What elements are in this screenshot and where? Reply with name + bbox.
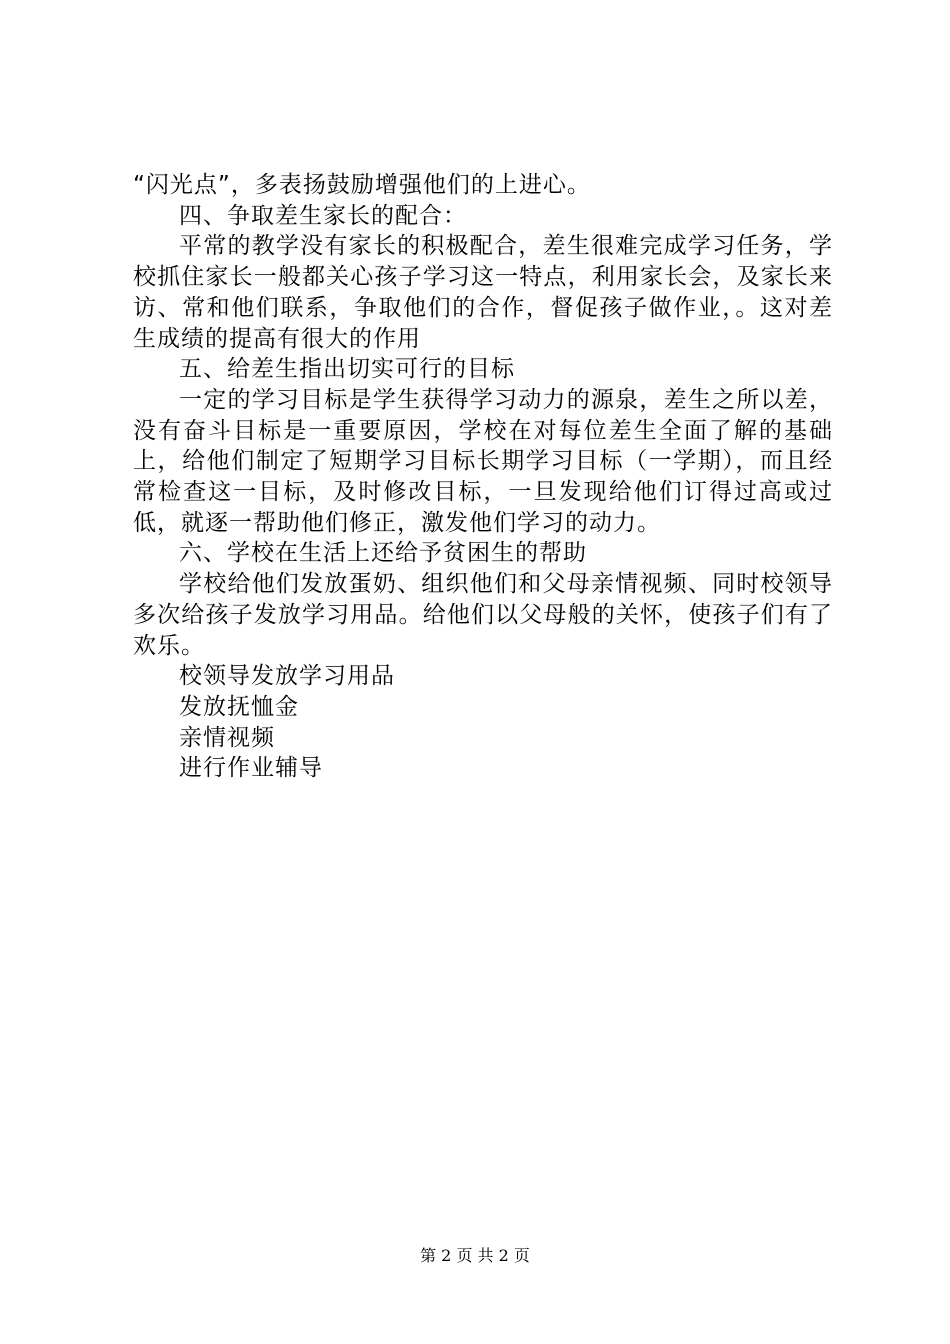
- paragraph: 平常的教学没有家长的积极配合，差生很难完成学习任务，学校抓住家长一般都关心孩子学习这一特点，利用家长会，及家长来访、常和他们联系，争取他们的合作，督促孩子做作业，。这对差生成绩的提高有很大的作用: [133, 233, 833, 352]
- paragraph: 学校给他们发放蛋奶、组织他们和父母亲情视频、同时校领导多次给孩子发放学习用品。给他们以父母般的关怀，使孩子们有了欢乐。: [133, 571, 833, 659]
- section-heading: 五、给差生指出切实可行的目标: [179, 356, 515, 383]
- section-heading: 四、争取差生家长的配合：: [179, 202, 467, 229]
- paragraph: 一定的学习目标是学生获得学习动力的源泉，差生之所以差，没有奋斗目标是一重要原因，学校在对每位差生全面了解的基础上，给他们制定了短期学习目标长期学习目标（一学期），而且经常检查这一目标，及时修改目标，一旦发现给他们订得过高或过低，就逐一帮助他们修正，激发他们学习的动力。: [133, 386, 833, 536]
- paragraph: “闪光点”，多表扬鼓励增强他们的上进心。: [133, 172, 591, 198]
- caption-line: 发放抚恤金: [179, 693, 299, 720]
- caption-line: 校领导发放学习用品: [179, 663, 395, 690]
- section-heading: 六、学校在生活上还给予贫困生的帮助: [179, 540, 587, 567]
- page-number-footer: 第 2 页 共 2 页: [420, 1246, 530, 1265]
- caption-line: 亲情视频: [179, 724, 275, 751]
- document-body: [133, 170, 833, 784]
- caption-line: 进行作业辅导: [179, 755, 323, 782]
